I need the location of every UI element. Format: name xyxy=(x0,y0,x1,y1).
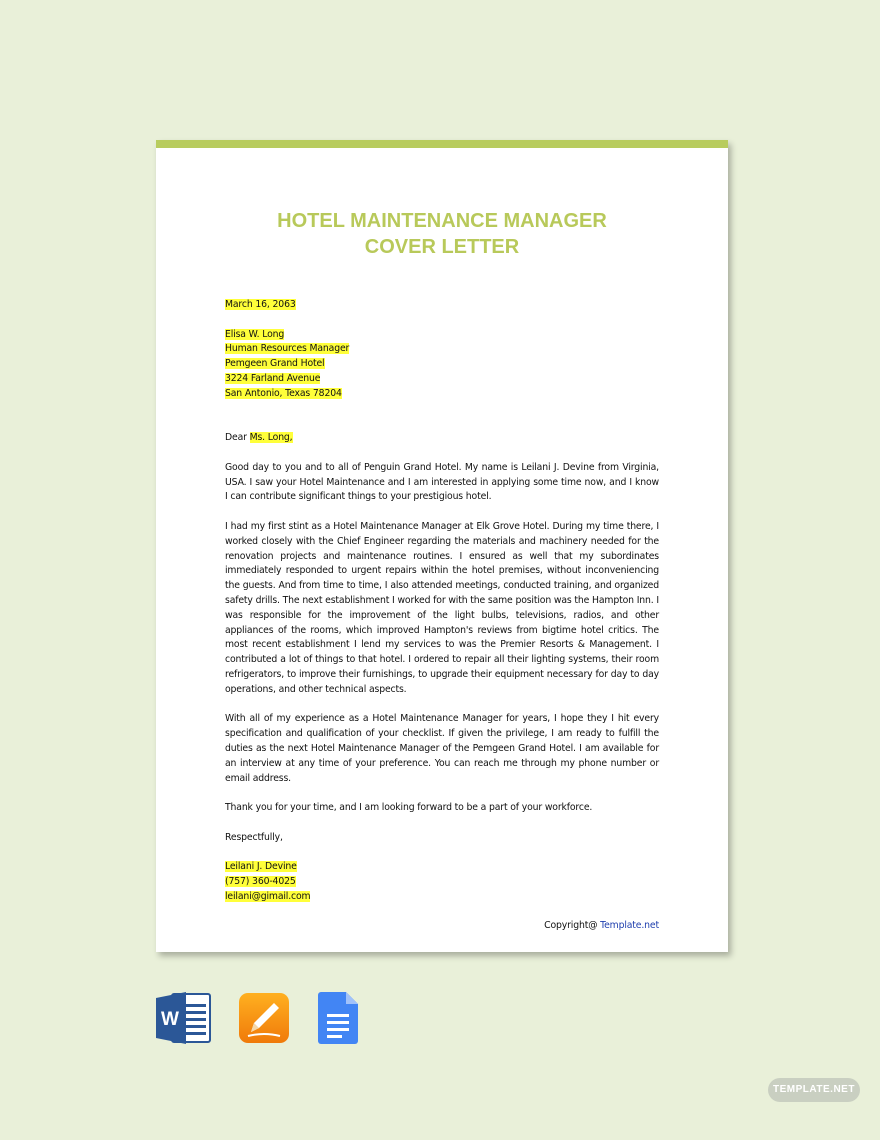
letter-paper xyxy=(156,140,728,952)
closing: Respectfully, xyxy=(225,831,283,843)
salutation-name: Ms. Long, xyxy=(249,432,293,444)
paragraph-qualification: With all of my experience as a Hotel Maintenance Manager for years, I hope they I hit every specification and qualification of your checklist. If given the privilege, I am ready to fulfill the duties as the next Hotel Maintenance Manager of the Pemgeen Grand Hotel. I am available for an interview at any time of your preference. You can reach me through my phone number or email address. xyxy=(225,713,659,784)
recipient-city: San Antonio, Texas 78204 xyxy=(225,387,342,399)
sender-name: Leilani J. Devine xyxy=(225,861,297,873)
letter-date: March 16, 2063 xyxy=(225,299,296,310)
title-line-2: COVER LETTER xyxy=(364,236,520,258)
paragraph-thanks: Thank you for your time, and I am looking forward to be a part of your workforce. xyxy=(225,802,593,814)
paragraph-experience: I had my first stint as a Hotel Maintenance Manager at Elk Grove Hotel. During my time there, I worked closely with the Chief Engineer regarding the materials and machinery needed for the renovation projects and maintenance routines. I ensured as well that my subordinates immediately responded to urgent repairs within the hotel premises, without inconveniencing the guests. And from time to time, I also attended meetings, conducted training, and organized safety drills. The next establishment I worked for with the same position was the Hampton Inn. I was responsible for the improvement of the light bulbs, televisions, radios, and other appliances of the rooms, which improved Hampton's reviews from bigtime hotel critics. The most recent establishment I lend my services to was the Premier Resorts & Management. I contributed a lot of things to that hotel. I ordered to repair all their lighting systems, their room refrigerators, to improve their furnishings, to upgrade their equipment necessary for day to day operations, and other technical aspects. xyxy=(225,520,659,695)
accent-bar xyxy=(156,140,728,148)
recipient-company: Pemgeen Grand Hotel xyxy=(225,358,325,370)
date-line xyxy=(225,298,659,313)
letter-body xyxy=(225,298,659,934)
recipient-position: Human Resources Manager xyxy=(225,343,350,355)
salutation: Dear Ms. Long, xyxy=(225,432,293,444)
sender-email: leilani@gimail.com xyxy=(225,890,311,902)
copyright: Copyright@ Template.net xyxy=(544,920,659,932)
sender-phone: (757) 360-4025 xyxy=(225,876,296,888)
watermark-badge: TEMPLATE.NET xyxy=(768,1078,860,1102)
paragraph-intro: Good day to you and to all of Penguin Grand Hotel. My name is Leilani J. Devine from Virginia, USA. I saw your Hotel Maintenance and I am interested in applying some time now, and I know I can contribute significant things to your prestigious hotel. xyxy=(225,461,659,503)
svg-text:W: W xyxy=(161,1009,179,1030)
pages-icon[interactable] xyxy=(238,992,290,1044)
recipient-street: 3224 Farland Avenue xyxy=(225,372,321,384)
copyright-link[interactable]: Template.net xyxy=(600,920,659,932)
title-line-1: HOTEL MAINTENANCE MANAGER xyxy=(277,210,607,232)
document-title xyxy=(156,208,728,260)
recipient-name: Elisa W. Long xyxy=(225,328,285,340)
google-docs-icon[interactable] xyxy=(318,992,358,1044)
word-icon[interactable] xyxy=(156,992,212,1044)
